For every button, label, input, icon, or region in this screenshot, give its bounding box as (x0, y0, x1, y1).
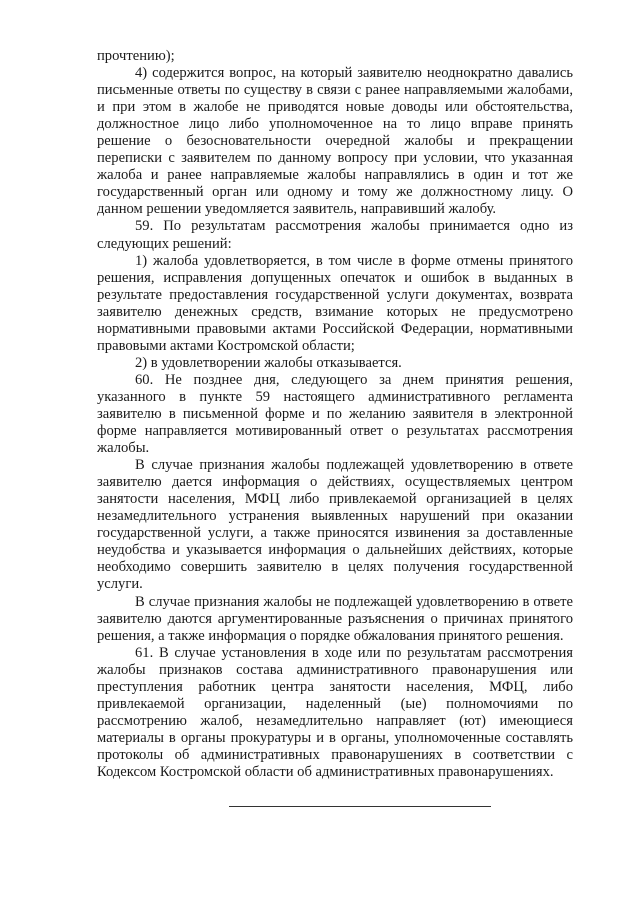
paragraph-59-item-2: 2) в удовлетворении жалобы отказывается. (135, 354, 402, 371)
paragraph-item-4: 4) содержится вопрос, на который заявителю неоднократно давались письменные ответы по существу в связи с ранее направляемыми жалобами, и при этом в жалобе не приводятся новые доводы или обстоятельства, должностное лицо либо уполномоченное на то лицо вправе принять решение о безосновательности очередной жалобы и прекращении переписки с заявителем по данному вопросу при условии, что указанная жалоба и ранее направляемые жалобы направлялись в один и тот же государственный орган или одному и тому же должностному лицу. О данном решении уведомляется заявитель, направивший жалобу. (97, 65, 573, 218)
closing-divider-line (229, 806, 491, 807)
paragraph-59: 59. По результатам рассмотрения жалобы принимается одно из следующих решений: (97, 218, 573, 252)
paragraph-59-item-1: 1) жалоба удовлетворяется, в том числе в форме отмены принятого решения, исправления допущенных опечаток и ошибок в выданных в результате предоставления государственной услуги документах, возврата заявителю денежных средств, взимание которых не предусмотрено нормативными правовыми актами Российской Федерации, нормативными правовыми актами Костромской области; (97, 252, 573, 354)
paragraph-61: 61. В случае установления в ходе или по результатам рассмотрения жалобы признаков состава административного правонарушения или преступления работник центра занятости населения, МФЦ, либо привлекаемой организации, наделенный (ые) полномочиями по рассмотрению жалоб, незамедлительно направляет (ют) имеющиеся материалы в органы прокуратуры и в органы, уполномоченные составлять протоколы об административных правонарушениях в соответствии с Кодексом Костромской области об административных правонарушениях. (97, 644, 573, 780)
paragraph-60-rejected: В случае признания жалобы не подлежащей удовлетворению в ответе заявителю даются аргументированные разъяснения о причинах принятого решения, а также информация о порядке обжалования принятого решения. (97, 593, 573, 644)
paragraph-60: 60. Не позднее дня, следующего за днем принятия решения, указанного в пункте 59 настоящего административного регламента заявителю в письменной форме и по желанию заявителя в электронной форме направляется мотивированный ответ о результатах рассмотрения жалобы. (97, 371, 573, 457)
paragraph-continuation: прочтению); (97, 48, 175, 64)
document-body (97, 48, 573, 781)
paragraph-60-satisfied: В случае признания жалобы подлежащей удовлетворению в ответе заявителю дается информация о действиях, осуществляемых центром занятости населения, МФЦ либо привлекаемой организацией в целях незамедлительного устранения выявленных нарушений при оказании государственной услуги, а также приносятся извинения за доставленные неудобства и указывается информация о дальнейших действиях, которые необходимо совершить заявителю в целях получения государственной услуги. (97, 457, 573, 593)
